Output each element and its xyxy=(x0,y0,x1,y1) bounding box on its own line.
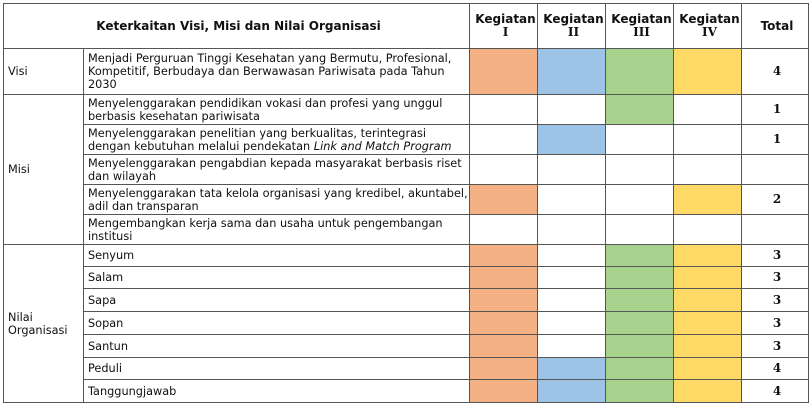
table-body xyxy=(4,49,809,403)
kegiatan-1-cell xyxy=(470,155,538,185)
row-text: Mengembangkan kerja sama dan usaha untuk pengembangan institusi xyxy=(88,216,443,243)
section-visi-text: Visi xyxy=(8,65,28,78)
total-cell: 4 xyxy=(742,358,809,380)
row-description xyxy=(84,49,470,95)
row-description xyxy=(84,125,470,155)
kegiatan-3-cell xyxy=(606,267,674,289)
kegiatan-4-cell xyxy=(674,49,742,95)
total-cell: 3 xyxy=(742,335,809,358)
kegiatan-4-cell xyxy=(674,155,742,185)
kegiatan-4-cell xyxy=(674,95,742,125)
section-nilai-organisasi-text: Nilai xyxy=(8,310,33,324)
row-description xyxy=(84,245,470,267)
kegiatan-4-cell xyxy=(674,335,742,358)
total-header: Total xyxy=(742,4,809,49)
row-description xyxy=(84,185,470,215)
kegiatan-1-cell xyxy=(470,215,538,245)
kegiatan-1-cell xyxy=(470,335,538,358)
kegiatan-2-cell xyxy=(538,358,606,380)
row-text: Salam xyxy=(88,271,124,284)
table-row xyxy=(4,95,809,125)
total-cell xyxy=(742,215,809,245)
section-nilai-organisasi-text: Organisasi xyxy=(8,323,68,337)
total-cell: 1 xyxy=(742,125,809,155)
table-row xyxy=(4,155,809,185)
kegiatan-1-cell xyxy=(470,289,538,312)
table-row xyxy=(4,185,809,215)
kegiatan-header-2 xyxy=(538,4,606,49)
row-text: Menyelenggarakan penelitian yang berkualitas, terintegrasi dengan kebutuhan melalui pendekatan xyxy=(88,126,427,153)
row-text: Sapa xyxy=(88,293,117,307)
row-text: Menyelenggarakan pengabdian kepada masyarakat berbasis riset dan wilayah xyxy=(88,156,462,183)
header-row xyxy=(4,4,809,49)
kegiatan-1-cell xyxy=(470,380,538,403)
kegiatan-3-cell xyxy=(606,245,674,267)
row-text: Menyelenggarakan pendidikan vokasi dan profesi yang unggul berbasis kesehatan pariwisata xyxy=(88,96,443,123)
kegiatan-number-4: IV xyxy=(702,25,717,39)
row-description xyxy=(84,335,470,358)
kegiatan-3-cell xyxy=(606,49,674,95)
kegiatan-4-cell xyxy=(674,267,742,289)
kegiatan-4-cell xyxy=(674,289,742,312)
kegiatan-3-cell xyxy=(606,155,674,185)
kegiatan-2-cell xyxy=(538,312,606,335)
table-row xyxy=(4,312,809,335)
kegiatan-2-cell xyxy=(538,335,606,358)
kegiatan-2-cell xyxy=(538,245,606,267)
table-row xyxy=(4,245,809,267)
kegiatan-number-3: III xyxy=(633,25,650,39)
kegiatan-header-1 xyxy=(470,4,538,49)
kegiatan-2-cell xyxy=(538,95,606,125)
section-visi xyxy=(4,49,84,95)
kegiatan-1-cell xyxy=(470,245,538,267)
kegiatan-3-cell xyxy=(606,380,674,403)
kegiatan-3-cell xyxy=(606,125,674,155)
total-cell xyxy=(742,155,809,185)
row-description xyxy=(84,155,470,185)
kegiatan-4-cell xyxy=(674,358,742,380)
table-row xyxy=(4,380,809,403)
kegiatan-1-cell xyxy=(470,125,538,155)
section-misi-text: Misi xyxy=(8,163,30,176)
kegiatan-label-1: Kegiatan xyxy=(475,12,536,26)
kegiatan-2-cell xyxy=(538,289,606,312)
kegiatan-2-cell xyxy=(538,380,606,403)
row-text: Menjadi Perguruan Tinggi Kesehatan yang Bermutu, Profesional, Kompetitif, Berbudaya dan Berwawasan Pariwisata pada Tahun 2030 xyxy=(88,52,452,91)
row-description xyxy=(84,312,470,335)
kegiatan-number-2: II xyxy=(567,25,580,39)
kegiatan-label-2: Kegiatan xyxy=(543,12,604,26)
kegiatan-1-cell xyxy=(470,185,538,215)
kegiatan-4-cell xyxy=(674,185,742,215)
row-text-italic: Link and Match Program xyxy=(313,139,452,153)
kegiatan-3-cell xyxy=(606,289,674,312)
kegiatan-2-cell xyxy=(538,125,606,155)
kegiatan-2-cell xyxy=(538,49,606,95)
table-row xyxy=(4,49,809,95)
section-misi xyxy=(4,95,84,245)
kegiatan-label-4: Kegiatan xyxy=(679,12,740,26)
kegiatan-4-cell xyxy=(674,312,742,335)
kegiatan-1-cell xyxy=(470,312,538,335)
row-text: Peduli xyxy=(88,362,122,375)
kegiatan-number-1: I xyxy=(502,25,509,39)
total-cell: 4 xyxy=(742,49,809,95)
row-text: Tanggungjawab xyxy=(88,384,177,398)
kegiatan-1-cell xyxy=(470,95,538,125)
total-cell: 3 xyxy=(742,245,809,267)
table-row xyxy=(4,358,809,380)
table-row xyxy=(4,289,809,312)
row-description xyxy=(84,380,470,403)
kegiatan-1-cell xyxy=(470,267,538,289)
row-text: Sopan xyxy=(88,316,124,330)
total-cell: 3 xyxy=(742,312,809,335)
row-description xyxy=(84,358,470,380)
alignment-matrix-table xyxy=(3,3,809,403)
kegiatan-1-cell xyxy=(470,358,538,380)
row-text: Santun xyxy=(88,339,129,353)
kegiatan-4-cell xyxy=(674,215,742,245)
kegiatan-2-cell xyxy=(538,215,606,245)
kegiatan-3-cell xyxy=(606,185,674,215)
total-cell: 1 xyxy=(742,95,809,125)
row-description xyxy=(84,267,470,289)
kegiatan-2-cell xyxy=(538,185,606,215)
total-cell: 4 xyxy=(742,380,809,403)
row-description xyxy=(84,215,470,245)
table-row xyxy=(4,267,809,289)
table-row xyxy=(4,215,809,245)
kegiatan-3-cell xyxy=(606,358,674,380)
total-cell: 3 xyxy=(742,289,809,312)
kegiatan-header-3 xyxy=(606,4,674,49)
kegiatan-1-cell xyxy=(470,49,538,95)
kegiatan-4-cell xyxy=(674,125,742,155)
kegiatan-3-cell xyxy=(606,215,674,245)
row-text: Senyum xyxy=(88,249,135,262)
table-row xyxy=(4,335,809,358)
kegiatan-2-cell xyxy=(538,267,606,289)
kegiatan-4-cell xyxy=(674,380,742,403)
total-cell: 3 xyxy=(742,267,809,289)
row-description xyxy=(84,95,470,125)
kegiatan-3-cell xyxy=(606,95,674,125)
table-row xyxy=(4,125,809,155)
kegiatan-3-cell xyxy=(606,312,674,335)
kegiatan-3-cell xyxy=(606,335,674,358)
kegiatan-label-3: Kegiatan xyxy=(611,12,672,26)
total-cell: 2 xyxy=(742,185,809,215)
row-description xyxy=(84,289,470,312)
kegiatan-2-cell xyxy=(538,155,606,185)
table-title: Keterkaitan Visi, Misi dan Nilai Organisasi xyxy=(4,4,470,49)
row-text: Menyelenggarakan tata kelola organisasi yang kredibel, akuntabel, adil dan transparan xyxy=(88,186,468,213)
kegiatan-4-cell xyxy=(674,245,742,267)
section-nilai-organisasi xyxy=(4,245,84,403)
kegiatan-header-4 xyxy=(674,4,742,49)
